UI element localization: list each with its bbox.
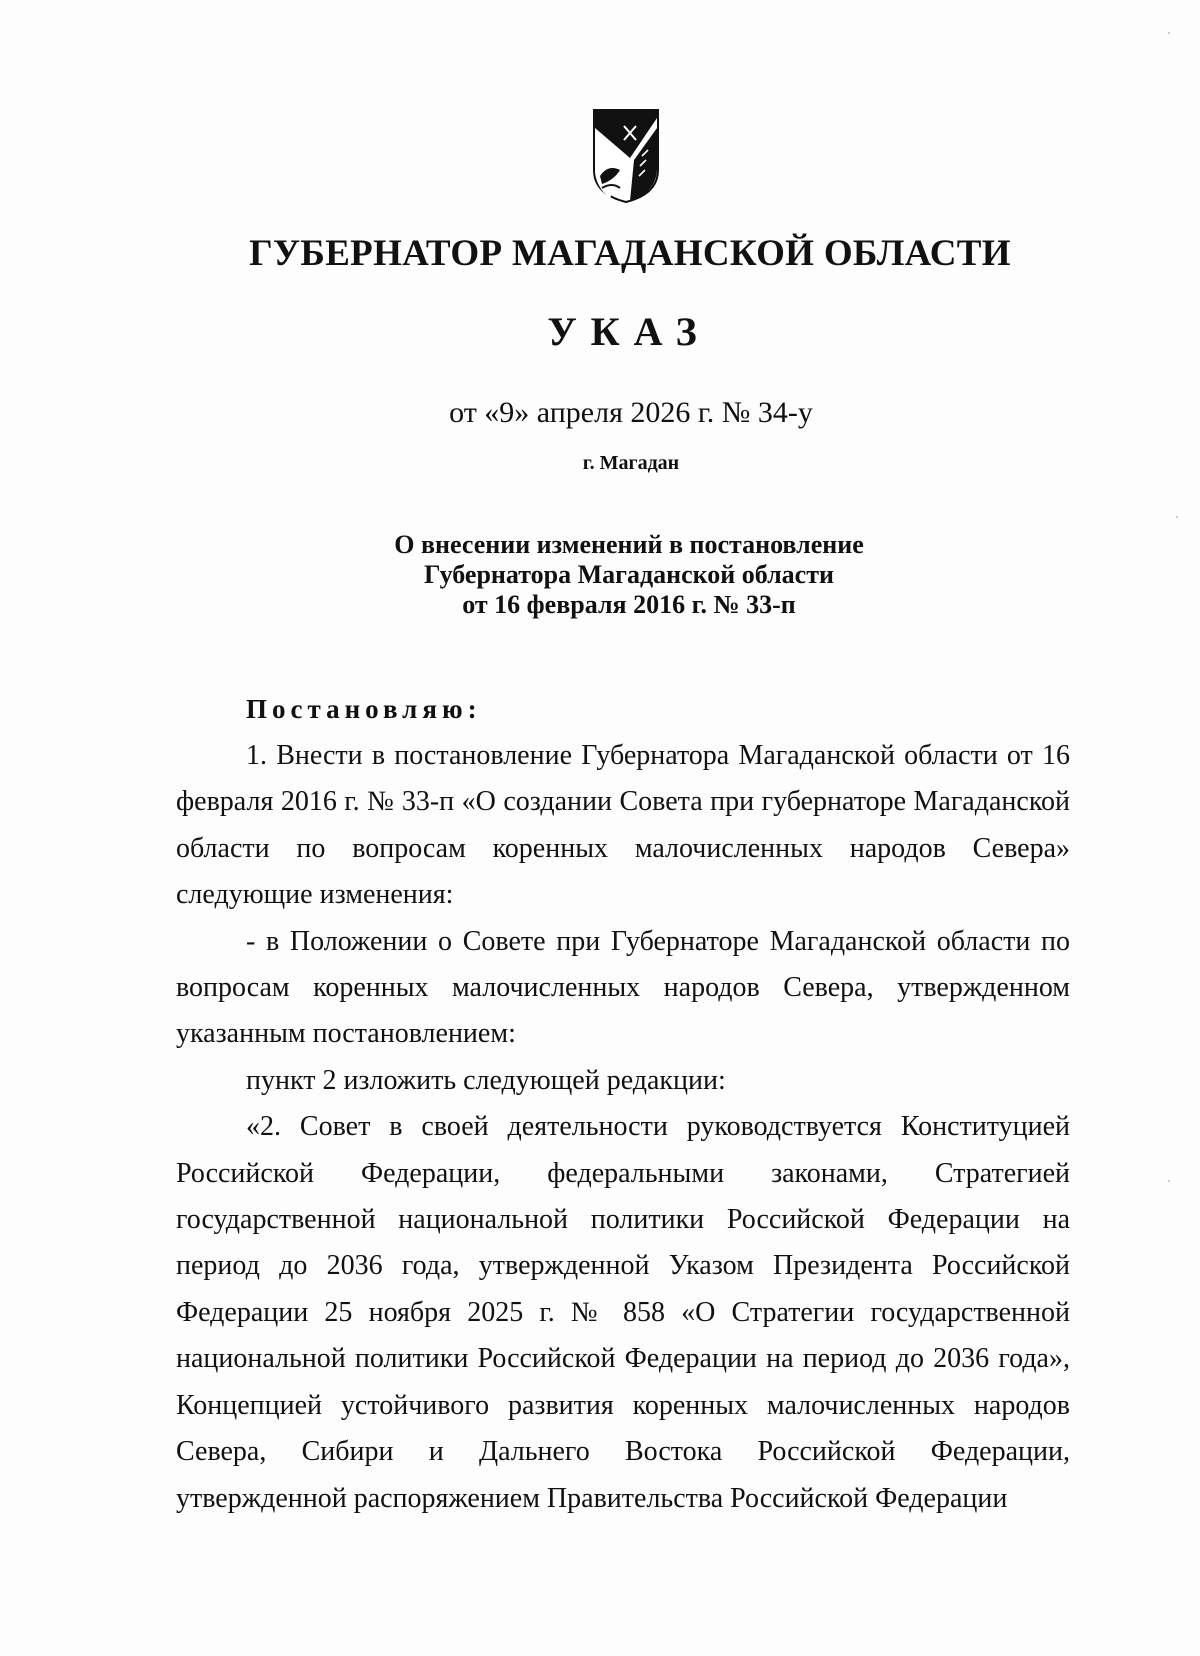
scan-speck	[1168, 32, 1170, 34]
body-paragraph: «2. Совет в своей деятельности руководствуется Конституцией Российской Федерации, федеральными законами, Стратегией государственной национальной политики Российской Федерации на период до 2036 года, утвержденной Указом Президента Российской Федерации 25 ноября 2025 г. № 858 «О Стратегии государственной национальной политики Российской Федерации на период до 2036 года», Концепцией устойчивого развития коренных малочисленных народов Севера, Сибири и Дальнего Востока Российской Федерации, утвержденной распоряжением Правительства Российской Федерации	[176, 1111, 1070, 1514]
body-paragraph: 1. Внести в постановление Губернатора Магаданской области от 16 февраля 2016 г. № 33-п «О создании Совета при губернаторе Магаданской области по вопросам коренных малочисленных народов Севера» следующие изменения:	[176, 740, 1070, 911]
document-body	[176, 733, 1070, 1522]
subject-line-1: О внесении изменений в постановление	[394, 530, 864, 559]
scan-speck	[1168, 1180, 1170, 1182]
document-type: УКАЗ	[547, 309, 711, 354]
document-subject	[0, 530, 1200, 620]
scan-speck	[1176, 516, 1178, 518]
decree-word: Постановляю:	[246, 694, 482, 724]
document-city: г. Магадан	[582, 452, 680, 474]
subject-line-2: Губернатора Магаданской области	[424, 560, 834, 589]
issuer-title: ГУБЕРНАТОР МАГАДАНСКОЙ ОБЛАСТИ	[249, 233, 1011, 274]
document-date-number: от «9» апреля 2026 г. № 34-у	[449, 396, 813, 429]
subject-line-3: от 16 февраля 2016 г. № 33-п	[462, 590, 796, 619]
body-paragraph: - в Положении о Совете при Губернаторе Магаданской области по вопросам коренных малочисленных народов Севера, утвержденном указанным постановлением:	[176, 925, 1070, 1050]
body-paragraph: пункт 2 изложить следующей редакции:	[246, 1064, 726, 1096]
coat-of-arms-icon	[590, 108, 662, 204]
